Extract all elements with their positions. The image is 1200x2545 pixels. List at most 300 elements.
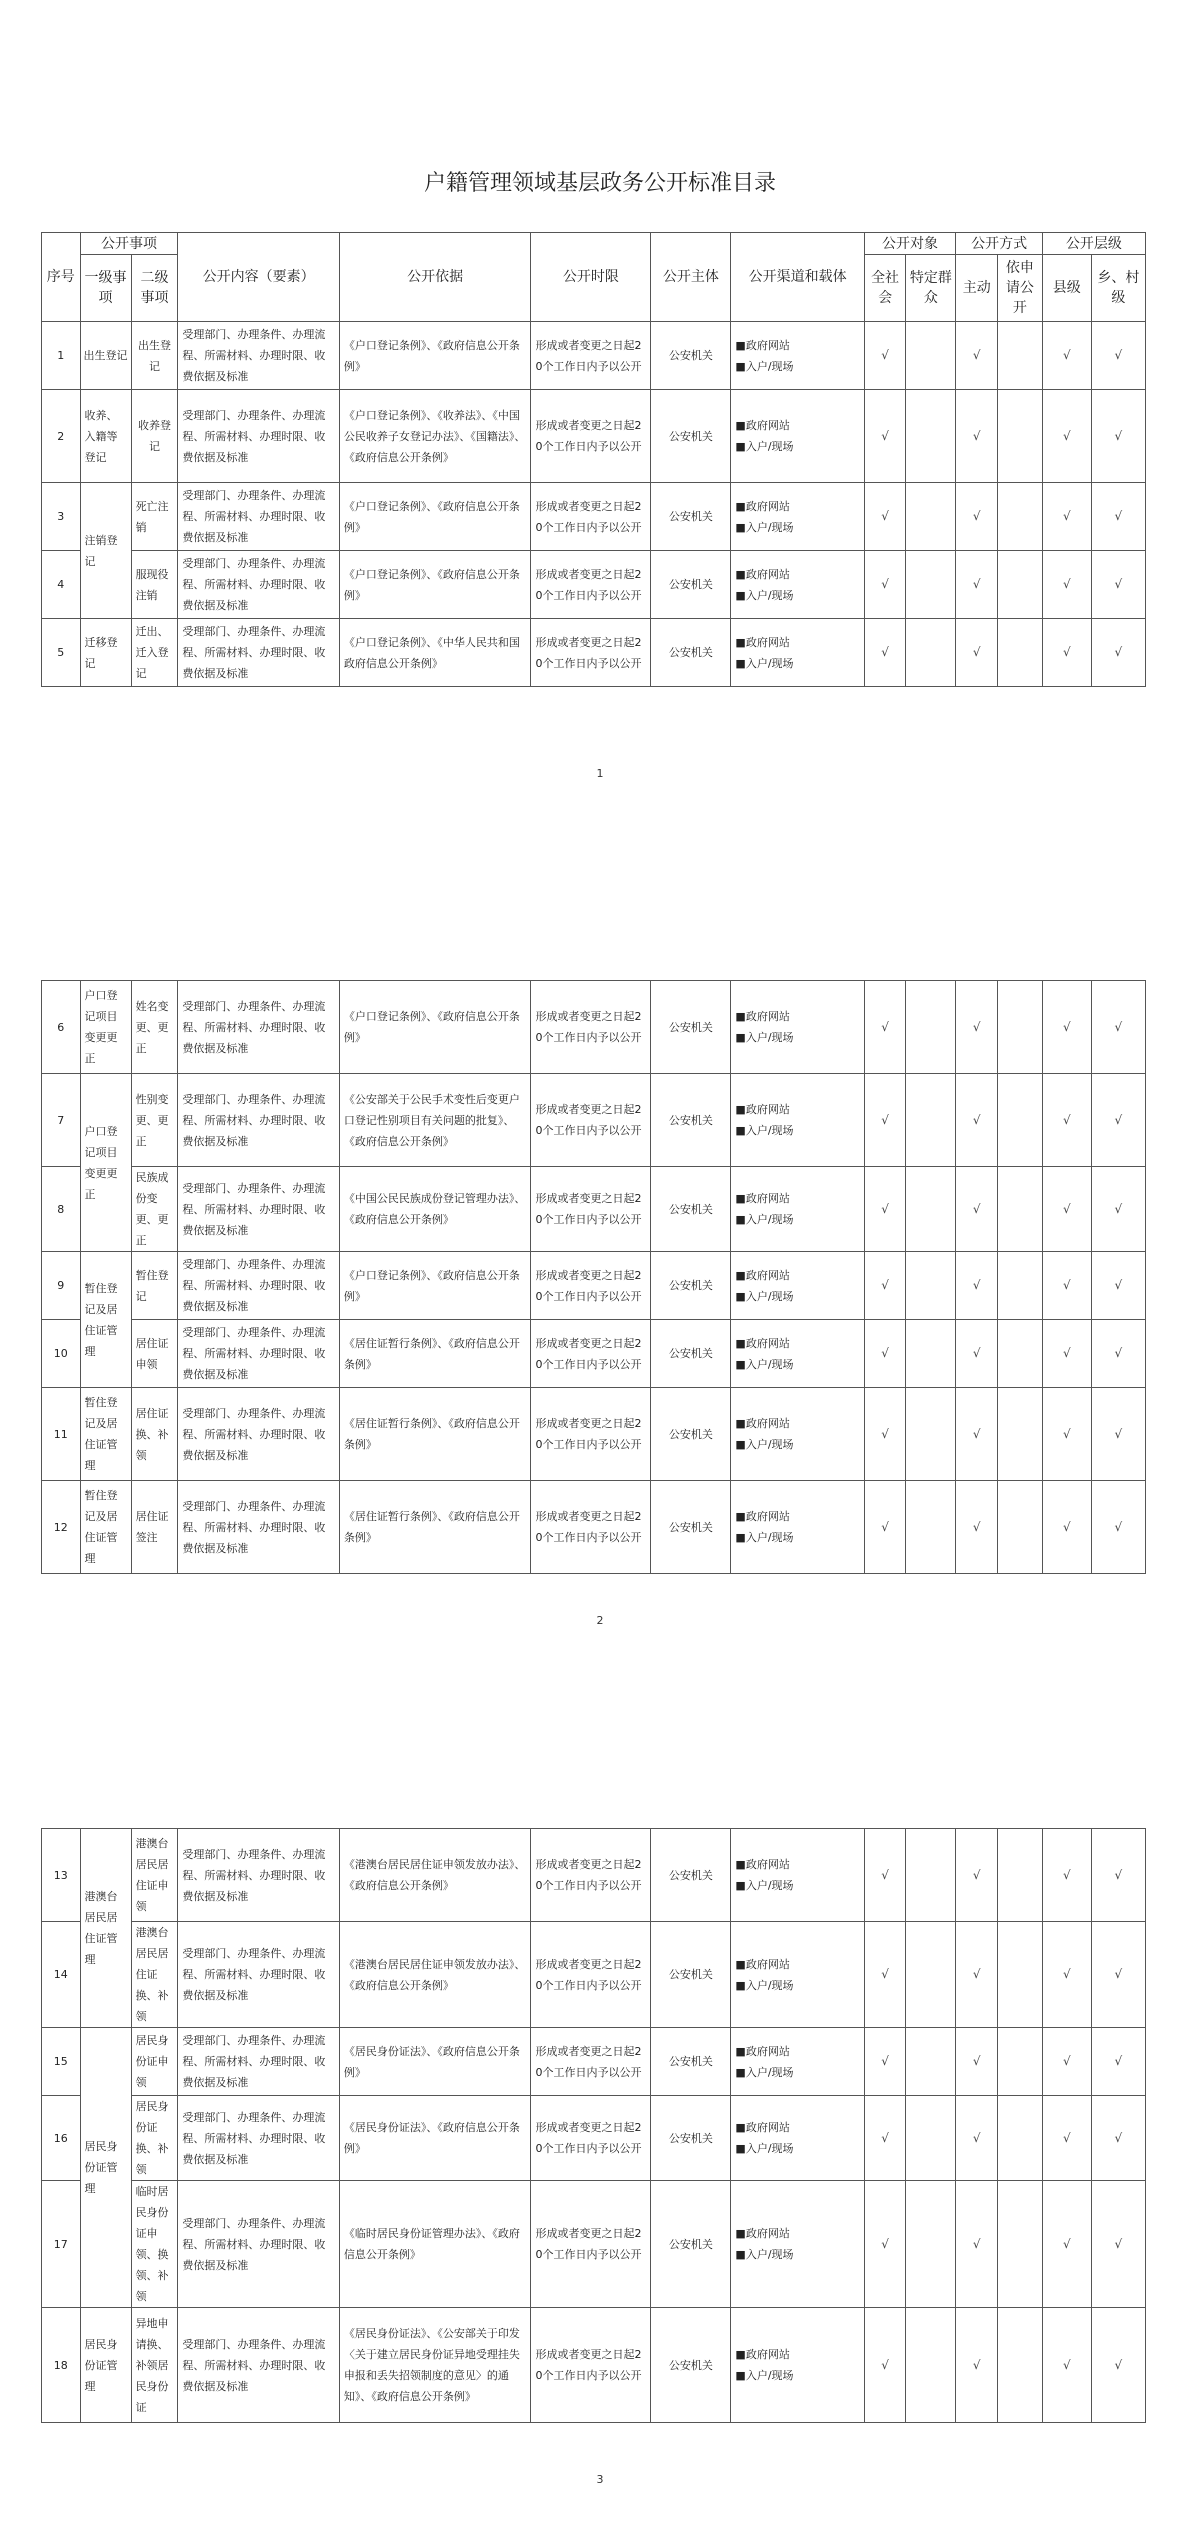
check-level-town: √ bbox=[1091, 2028, 1145, 2096]
row-level2: 居民身份证换、补领 bbox=[131, 2096, 178, 2181]
channel-website: ■政府网站 bbox=[735, 567, 790, 581]
row-channel bbox=[731, 1167, 864, 1252]
row-channel bbox=[731, 2181, 864, 2308]
page-number: 2 bbox=[596, 1614, 604, 1627]
row-channel bbox=[731, 1829, 864, 1922]
row-content: 受理部门、办理条件、办理流程、所需材料、办理时限、收费依据及标准 bbox=[178, 1922, 339, 2028]
check-level-town: √ bbox=[1091, 1320, 1145, 1388]
row-level1: 暂住登记及居住证管理 bbox=[80, 1252, 131, 1388]
channel-website: ■政府网站 bbox=[735, 2227, 790, 2240]
channel-onsite: ■入户/现场 bbox=[735, 1124, 794, 1137]
row-basis: 《居住证暂行条例》、《政府信息公开条例》 bbox=[339, 1481, 531, 1574]
check-level-town: √ bbox=[1091, 2308, 1145, 2423]
row-level2: 港澳台居民居住证申领 bbox=[131, 1829, 178, 1922]
row-seq: 16 bbox=[42, 2096, 81, 2181]
row-level1: 注销登记 bbox=[80, 483, 131, 619]
check-object-special bbox=[906, 981, 956, 1074]
table-row bbox=[42, 2028, 1146, 2096]
row-level2: 异地申请换、补领居民身份证 bbox=[131, 2308, 178, 2423]
row-time: 形成或者变更之日起20个工作日内予以公开 bbox=[531, 1829, 651, 1922]
row-channel bbox=[731, 619, 864, 687]
row-level2: 港澳台居民居住证换、补领 bbox=[131, 1922, 178, 2028]
row-level2: 服现役注销 bbox=[131, 551, 178, 619]
check-method-active: √ bbox=[956, 322, 998, 390]
channel-onsite: ■入户/现场 bbox=[735, 2142, 794, 2155]
row-subject: 公安机关 bbox=[651, 551, 731, 619]
header-channel: 公开渠道和载体 bbox=[731, 233, 864, 322]
channel-website: ■政府网站 bbox=[735, 1417, 790, 1430]
header-level2: 二级事项 bbox=[131, 255, 178, 322]
check-level-county: √ bbox=[1042, 619, 1091, 687]
channel-onsite: ■入户/现场 bbox=[735, 2065, 794, 2079]
row-subject: 公安机关 bbox=[651, 1829, 731, 1922]
row-subject: 公安机关 bbox=[651, 483, 731, 551]
check-object-all: √ bbox=[864, 2308, 906, 2423]
check-level-county: √ bbox=[1042, 1320, 1091, 1388]
table-page-3 bbox=[41, 1828, 1146, 2423]
row-basis: 《户口登记条例》、《政府信息公开条例》 bbox=[339, 483, 531, 551]
channel-website: ■政府网站 bbox=[735, 1010, 790, 1023]
row-time: 形成或者变更之日起20个工作日内予以公开 bbox=[531, 1252, 651, 1320]
table-row bbox=[42, 1320, 1146, 1388]
check-level-county: √ bbox=[1042, 1829, 1091, 1922]
row-level2: 姓名变更、更正 bbox=[131, 981, 178, 1074]
row-basis: 《港澳台居民居住证申领发放办法》、《政府信息公开条例》 bbox=[339, 1922, 531, 2028]
check-method-apply bbox=[998, 619, 1043, 687]
check-method-apply bbox=[998, 1074, 1043, 1167]
check-method-active: √ bbox=[956, 1320, 998, 1388]
check-object-all: √ bbox=[864, 390, 906, 483]
check-method-active: √ bbox=[956, 619, 998, 687]
row-channel bbox=[731, 1481, 864, 1574]
header-level-group: 公开层级 bbox=[1042, 233, 1145, 255]
table-row bbox=[42, 1481, 1146, 1574]
check-method-active: √ bbox=[956, 1074, 998, 1167]
row-basis: 《户口登记条例》、《政府信息公开条例》 bbox=[339, 1252, 531, 1320]
table-row bbox=[42, 322, 1146, 390]
row-channel bbox=[731, 2308, 864, 2423]
channel-website: ■政府网站 bbox=[735, 1103, 790, 1116]
table-row bbox=[42, 2181, 1146, 2308]
row-content: 受理部门、办理条件、办理流程、所需材料、办理时限、收费依据及标准 bbox=[178, 2181, 339, 2308]
row-time: 形成或者变更之日起20个工作日内予以公开 bbox=[531, 483, 651, 551]
check-method-active: √ bbox=[956, 483, 998, 551]
row-basis: 《港澳台居民居住证申领发放办法》、《政府信息公开条例》 bbox=[339, 1829, 531, 1922]
channel-onsite: ■入户/现场 bbox=[735, 1978, 794, 1992]
check-level-county: √ bbox=[1042, 981, 1091, 1074]
channel-website: ■政府网站 bbox=[735, 1957, 790, 1971]
check-level-town: √ bbox=[1091, 1252, 1145, 1320]
channel-onsite: ■入户/现场 bbox=[735, 1289, 794, 1303]
check-level-county: √ bbox=[1042, 1481, 1091, 1574]
table-row bbox=[42, 1922, 1146, 2028]
check-method-active: √ bbox=[956, 551, 998, 619]
row-level1: 户口登记项目变更更正 bbox=[80, 981, 131, 1074]
row-subject: 公安机关 bbox=[651, 1922, 731, 2028]
check-level-county: √ bbox=[1042, 2096, 1091, 2181]
row-content: 受理部门、办理条件、办理流程、所需材料、办理时限、收费依据及标准 bbox=[178, 619, 339, 687]
document-title: 户籍管理领域基层政务公开标准目录 bbox=[423, 171, 776, 196]
row-basis: 《居住证暂行条例》、《政府信息公开条例》 bbox=[339, 1388, 531, 1481]
row-level1: 居民身份证管理 bbox=[80, 2028, 131, 2308]
check-object-special bbox=[906, 1388, 956, 1481]
channel-website: ■政府网站 bbox=[735, 1510, 790, 1523]
check-level-county: √ bbox=[1042, 2308, 1091, 2423]
check-method-active: √ bbox=[956, 1388, 998, 1481]
check-level-county: √ bbox=[1042, 1922, 1091, 2028]
header-object-all: 全社会 bbox=[864, 255, 906, 322]
row-seq: 5 bbox=[42, 619, 81, 687]
row-level1: 户口登记项目变更更正 bbox=[80, 1074, 131, 1252]
check-level-town: √ bbox=[1091, 322, 1145, 390]
row-level2: 居住证换、补领 bbox=[131, 1388, 178, 1481]
row-level2: 暂住登记 bbox=[131, 1252, 178, 1320]
channel-onsite: ■入户/现场 bbox=[735, 1879, 794, 1892]
check-object-all: √ bbox=[864, 619, 906, 687]
channel-onsite: ■入户/现场 bbox=[735, 2248, 794, 2261]
row-channel bbox=[731, 551, 864, 619]
channel-onsite: ■入户/现场 bbox=[735, 440, 794, 453]
check-object-all: √ bbox=[864, 1252, 906, 1320]
check-object-all: √ bbox=[864, 1481, 906, 1574]
check-method-apply bbox=[998, 322, 1043, 390]
channel-website: ■政府网站 bbox=[735, 1268, 790, 1282]
check-method-apply bbox=[998, 390, 1043, 483]
table-row bbox=[42, 1252, 1146, 1320]
header-items-group: 公开事项 bbox=[80, 233, 178, 255]
row-level2: 性别变更、更正 bbox=[131, 1074, 178, 1167]
row-basis: 《户口登记条例》、《收养法》、《中国公民收养子女登记办法》、《国籍法》、《政府信息公开条例》 bbox=[339, 390, 531, 483]
check-method-active: √ bbox=[956, 2181, 998, 2308]
check-level-town: √ bbox=[1091, 390, 1145, 483]
row-level2: 居民身份证申领 bbox=[131, 2028, 178, 2096]
row-content: 受理部门、办理条件、办理流程、所需材料、办理时限、收费依据及标准 bbox=[178, 1252, 339, 1320]
row-subject: 公安机关 bbox=[651, 322, 731, 390]
header-object-special: 特定群众 bbox=[906, 255, 956, 322]
row-content: 受理部门、办理条件、办理流程、所需材料、办理时限、收费依据及标准 bbox=[178, 1481, 339, 1574]
row-time: 形成或者变更之日起20个工作日内予以公开 bbox=[531, 322, 651, 390]
check-method-active: √ bbox=[956, 1252, 998, 1320]
row-subject: 公安机关 bbox=[651, 2028, 731, 2096]
row-content: 受理部门、办理条件、办理流程、所需材料、办理时限、收费依据及标准 bbox=[178, 322, 339, 390]
row-level1: 收养、入籍等登记 bbox=[80, 390, 131, 483]
check-object-special bbox=[906, 1252, 956, 1320]
row-subject: 公安机关 bbox=[651, 1388, 731, 1481]
row-level2: 民族成份变更、更正 bbox=[131, 1167, 178, 1252]
header-level-county: 县级 bbox=[1042, 255, 1091, 322]
table-page-1 bbox=[41, 232, 1146, 687]
row-subject: 公安机关 bbox=[651, 1252, 731, 1320]
check-object-special bbox=[906, 1167, 956, 1252]
row-basis: 《公安部关于公民手术变性后变更户口登记性别项目有关问题的批复》、《政府信息公开条例》 bbox=[339, 1074, 531, 1167]
row-subject: 公安机关 bbox=[651, 1320, 731, 1388]
row-level2: 收养登记 bbox=[131, 390, 178, 483]
check-method-active: √ bbox=[956, 1167, 998, 1252]
table-row bbox=[42, 1829, 1146, 1922]
row-basis: 《居民身份证法》、《公安部关于印发〈关于建立居民身份证异地受理挂失申报和丢失招领制度的意见〉的通知》、《政府信息公开条例》 bbox=[339, 2308, 531, 2423]
table-row bbox=[42, 483, 1146, 551]
row-subject: 公安机关 bbox=[651, 390, 731, 483]
check-object-all: √ bbox=[864, 483, 906, 551]
channel-onsite: ■入户/现场 bbox=[735, 1531, 794, 1544]
check-method-active: √ bbox=[956, 2096, 998, 2181]
check-level-county: √ bbox=[1042, 551, 1091, 619]
check-object-all: √ bbox=[864, 2181, 906, 2308]
check-object-special bbox=[906, 390, 956, 483]
channel-website: ■政府网站 bbox=[735, 1192, 790, 1205]
row-channel bbox=[731, 1320, 864, 1388]
check-method-apply bbox=[998, 1829, 1043, 1922]
header-method-apply: 依申请公开 bbox=[998, 255, 1043, 322]
channel-onsite: ■入户/现场 bbox=[735, 1213, 794, 1226]
row-time: 形成或者变更之日起20个工作日内予以公开 bbox=[531, 1922, 651, 2028]
check-object-special bbox=[906, 1074, 956, 1167]
row-content: 受理部门、办理条件、办理流程、所需材料、办理时限、收费依据及标准 bbox=[178, 981, 339, 1074]
row-channel bbox=[731, 981, 864, 1074]
row-time: 形成或者变更之日起20个工作日内予以公开 bbox=[531, 619, 651, 687]
check-level-county: √ bbox=[1042, 483, 1091, 551]
check-method-active: √ bbox=[956, 390, 998, 483]
row-time: 形成或者变更之日起20个工作日内予以公开 bbox=[531, 1388, 651, 1481]
row-level2: 居住证签注 bbox=[131, 1481, 178, 1574]
check-level-town: √ bbox=[1091, 1388, 1145, 1481]
channel-website: ■政府网站 bbox=[735, 635, 790, 649]
check-object-special bbox=[906, 1320, 956, 1388]
check-method-active: √ bbox=[956, 1481, 998, 1574]
row-content: 受理部门、办理条件、办理流程、所需材料、办理时限、收费依据及标准 bbox=[178, 2308, 339, 2423]
table-row bbox=[42, 551, 1146, 619]
channel-onsite: ■入户/现场 bbox=[735, 2369, 794, 2382]
row-seq: 4 bbox=[42, 551, 81, 619]
table-row bbox=[42, 981, 1146, 1074]
check-level-town: √ bbox=[1091, 551, 1145, 619]
row-seq: 13 bbox=[42, 1829, 81, 1922]
row-content: 受理部门、办理条件、办理流程、所需材料、办理时限、收费依据及标准 bbox=[178, 1167, 339, 1252]
row-time: 形成或者变更之日起20个工作日内予以公开 bbox=[531, 2308, 651, 2423]
row-level1: 迁移登记 bbox=[80, 619, 131, 687]
check-object-special bbox=[906, 619, 956, 687]
check-method-apply bbox=[998, 1481, 1043, 1574]
check-object-all: √ bbox=[864, 1922, 906, 2028]
row-basis: 《居民身份证法》、《政府信息公开条例》 bbox=[339, 2028, 531, 2096]
check-method-apply bbox=[998, 1167, 1043, 1252]
channel-onsite: ■入户/现场 bbox=[735, 359, 794, 373]
check-level-town: √ bbox=[1091, 1829, 1145, 1922]
check-level-town: √ bbox=[1091, 981, 1145, 1074]
check-level-county: √ bbox=[1042, 322, 1091, 390]
check-object-all: √ bbox=[864, 1320, 906, 1388]
check-object-special bbox=[906, 551, 956, 619]
check-method-apply bbox=[998, 551, 1043, 619]
check-object-special bbox=[906, 2308, 956, 2423]
row-content: 受理部门、办理条件、办理流程、所需材料、办理时限、收费依据及标准 bbox=[178, 1388, 339, 1481]
check-object-special bbox=[906, 1922, 956, 2028]
row-subject: 公安机关 bbox=[651, 619, 731, 687]
check-level-town: √ bbox=[1091, 1922, 1145, 2028]
row-basis: 《中国公民民族成份登记管理办法》、《政府信息公开条例》 bbox=[339, 1167, 531, 1252]
row-basis: 《临时居民身份证管理办法》、《政府信息公开条例》 bbox=[339, 2181, 531, 2308]
row-seq: 6 bbox=[42, 981, 81, 1074]
row-seq: 1 bbox=[42, 322, 81, 390]
check-method-apply bbox=[998, 2181, 1043, 2308]
check-object-special bbox=[906, 1829, 956, 1922]
row-seq: 15 bbox=[42, 2028, 81, 2096]
row-basis: 《户口登记条例》、《政府信息公开条例》 bbox=[339, 981, 531, 1074]
header-level1: 一级事项 bbox=[80, 255, 131, 322]
row-seq: 17 bbox=[42, 2181, 81, 2308]
row-time: 形成或者变更之日起20个工作日内予以公开 bbox=[531, 1481, 651, 1574]
header-time: 公开时限 bbox=[531, 233, 651, 322]
check-object-all: √ bbox=[864, 1074, 906, 1167]
channel-website: ■政府网站 bbox=[735, 2121, 790, 2134]
check-method-apply bbox=[998, 1320, 1043, 1388]
check-object-all: √ bbox=[864, 1829, 906, 1922]
channel-website: ■政府网站 bbox=[735, 499, 790, 513]
row-seq: 8 bbox=[42, 1167, 81, 1252]
row-content: 受理部门、办理条件、办理流程、所需材料、办理时限、收费依据及标准 bbox=[178, 390, 339, 483]
check-level-county: √ bbox=[1042, 1167, 1091, 1252]
row-channel bbox=[731, 483, 864, 551]
check-object-special bbox=[906, 322, 956, 390]
row-level2: 临时居民身份证申领、换领、补领 bbox=[131, 2181, 178, 2308]
row-time: 形成或者变更之日起20个工作日内予以公开 bbox=[531, 1320, 651, 1388]
row-content: 受理部门、办理条件、办理流程、所需材料、办理时限、收费依据及标准 bbox=[178, 1320, 339, 1388]
check-level-town: √ bbox=[1091, 2096, 1145, 2181]
check-method-active: √ bbox=[956, 1829, 998, 1922]
row-channel bbox=[731, 1388, 864, 1481]
check-method-active: √ bbox=[956, 1922, 998, 2028]
row-subject: 公安机关 bbox=[651, 1074, 731, 1167]
check-level-county: √ bbox=[1042, 1252, 1091, 1320]
channel-onsite: ■入户/现场 bbox=[735, 588, 794, 602]
check-method-apply bbox=[998, 1388, 1043, 1481]
row-level1: 港澳台居民居住证管理 bbox=[80, 1829, 131, 2028]
row-seq: 3 bbox=[42, 483, 81, 551]
header-seq: 序号 bbox=[42, 233, 81, 322]
check-object-all: √ bbox=[864, 1167, 906, 1252]
row-channel bbox=[731, 1252, 864, 1320]
row-time: 形成或者变更之日起20个工作日内予以公开 bbox=[531, 1167, 651, 1252]
row-channel bbox=[731, 322, 864, 390]
check-object-special bbox=[906, 2028, 956, 2096]
row-basis: 《居民身份证法》、《政府信息公开条例》 bbox=[339, 2096, 531, 2181]
row-content: 受理部门、办理条件、办理流程、所需材料、办理时限、收费依据及标准 bbox=[178, 1829, 339, 1922]
table-row bbox=[42, 2096, 1146, 2181]
check-object-all: √ bbox=[864, 322, 906, 390]
check-level-town: √ bbox=[1091, 1481, 1145, 1574]
table-row bbox=[42, 2308, 1146, 2423]
header-content: 公开内容（要素） bbox=[178, 233, 339, 322]
row-time: 形成或者变更之日起20个工作日内予以公开 bbox=[531, 2181, 651, 2308]
check-level-town: √ bbox=[1091, 2181, 1145, 2308]
check-object-special bbox=[906, 1481, 956, 1574]
check-object-all: √ bbox=[864, 981, 906, 1074]
row-basis: 《户口登记条例》、《政府信息公开条例》 bbox=[339, 551, 531, 619]
check-level-town: √ bbox=[1091, 1074, 1145, 1167]
row-time: 形成或者变更之日起20个工作日内予以公开 bbox=[531, 1074, 651, 1167]
channel-website: ■政府网站 bbox=[735, 338, 790, 352]
row-level2: 居住证申领 bbox=[131, 1320, 178, 1388]
check-level-county: √ bbox=[1042, 2181, 1091, 2308]
check-object-all: √ bbox=[864, 1388, 906, 1481]
check-method-apply bbox=[998, 483, 1043, 551]
row-time: 形成或者变更之日起20个工作日内予以公开 bbox=[531, 981, 651, 1074]
row-seq: 14 bbox=[42, 1922, 81, 2028]
check-method-apply bbox=[998, 981, 1043, 1074]
table-row bbox=[42, 1388, 1146, 1481]
row-seq: 12 bbox=[42, 1481, 81, 1574]
channel-website: ■政府网站 bbox=[735, 2348, 790, 2361]
row-basis: 《户口登记条例》、《中华人民共和国政府信息公开条例》 bbox=[339, 619, 531, 687]
row-level1: 出生登记 bbox=[80, 322, 131, 390]
row-subject: 公安机关 bbox=[651, 981, 731, 1074]
row-channel bbox=[731, 1074, 864, 1167]
table-page-2 bbox=[41, 980, 1146, 1574]
row-seq: 2 bbox=[42, 390, 81, 483]
table-row bbox=[42, 619, 1146, 687]
row-channel bbox=[731, 2096, 864, 2181]
check-method-apply bbox=[998, 2096, 1043, 2181]
check-level-town: √ bbox=[1091, 1167, 1145, 1252]
header-method-group: 公开方式 bbox=[956, 233, 1042, 255]
row-time: 形成或者变更之日起20个工作日内予以公开 bbox=[531, 551, 651, 619]
row-basis: 《居住证暂行条例》、《政府信息公开条例》 bbox=[339, 1320, 531, 1388]
row-content: 受理部门、办理条件、办理流程、所需材料、办理时限、收费依据及标准 bbox=[178, 551, 339, 619]
row-time: 形成或者变更之日起20个工作日内予以公开 bbox=[531, 2096, 651, 2181]
row-level1: 暂住登记及居住证管理 bbox=[80, 1388, 131, 1481]
channel-onsite: ■入户/现场 bbox=[735, 1357, 794, 1371]
row-subject: 公安机关 bbox=[651, 1481, 731, 1574]
channel-website: ■政府网站 bbox=[735, 419, 790, 432]
check-level-county: √ bbox=[1042, 1388, 1091, 1481]
channel-onsite: ■入户/现场 bbox=[735, 656, 794, 670]
check-method-active: √ bbox=[956, 2308, 998, 2423]
check-object-special bbox=[906, 2096, 956, 2181]
row-content: 受理部门、办理条件、办理流程、所需材料、办理时限、收费依据及标准 bbox=[178, 2096, 339, 2181]
row-seq: 18 bbox=[42, 2308, 81, 2423]
row-subject: 公安机关 bbox=[651, 2308, 731, 2423]
check-level-town: √ bbox=[1091, 619, 1145, 687]
channel-website: ■政府网站 bbox=[735, 1336, 790, 1350]
table-row bbox=[42, 1167, 1146, 1252]
table-row bbox=[42, 1074, 1146, 1167]
row-seq: 7 bbox=[42, 1074, 81, 1167]
row-subject: 公安机关 bbox=[651, 2096, 731, 2181]
row-content: 受理部门、办理条件、办理流程、所需材料、办理时限、收费依据及标准 bbox=[178, 483, 339, 551]
row-level2: 死亡注销 bbox=[131, 483, 178, 551]
header-object-group: 公开对象 bbox=[864, 233, 956, 255]
check-method-active: √ bbox=[956, 2028, 998, 2096]
row-seq: 11 bbox=[42, 1388, 81, 1481]
header-basis: 公开依据 bbox=[339, 233, 531, 322]
check-object-special bbox=[906, 483, 956, 551]
row-level2: 出生登记 bbox=[131, 322, 178, 390]
check-method-apply bbox=[998, 1252, 1043, 1320]
row-level1: 居民身份证管理 bbox=[80, 2308, 131, 2423]
check-object-all: √ bbox=[864, 551, 906, 619]
row-content: 受理部门、办理条件、办理流程、所需材料、办理时限、收费依据及标准 bbox=[178, 1074, 339, 1167]
check-object-all: √ bbox=[864, 2028, 906, 2096]
row-time: 形成或者变更之日起20个工作日内予以公开 bbox=[531, 390, 651, 483]
row-seq: 10 bbox=[42, 1320, 81, 1388]
row-time: 形成或者变更之日起20个工作日内予以公开 bbox=[531, 2028, 651, 2096]
header-subject: 公开主体 bbox=[651, 233, 731, 322]
row-channel bbox=[731, 1922, 864, 2028]
row-basis: 《户口登记条例》、《政府信息公开条例》 bbox=[339, 322, 531, 390]
check-level-town: √ bbox=[1091, 483, 1145, 551]
row-level2: 迁出、迁入登记 bbox=[131, 619, 178, 687]
check-method-active: √ bbox=[956, 981, 998, 1074]
